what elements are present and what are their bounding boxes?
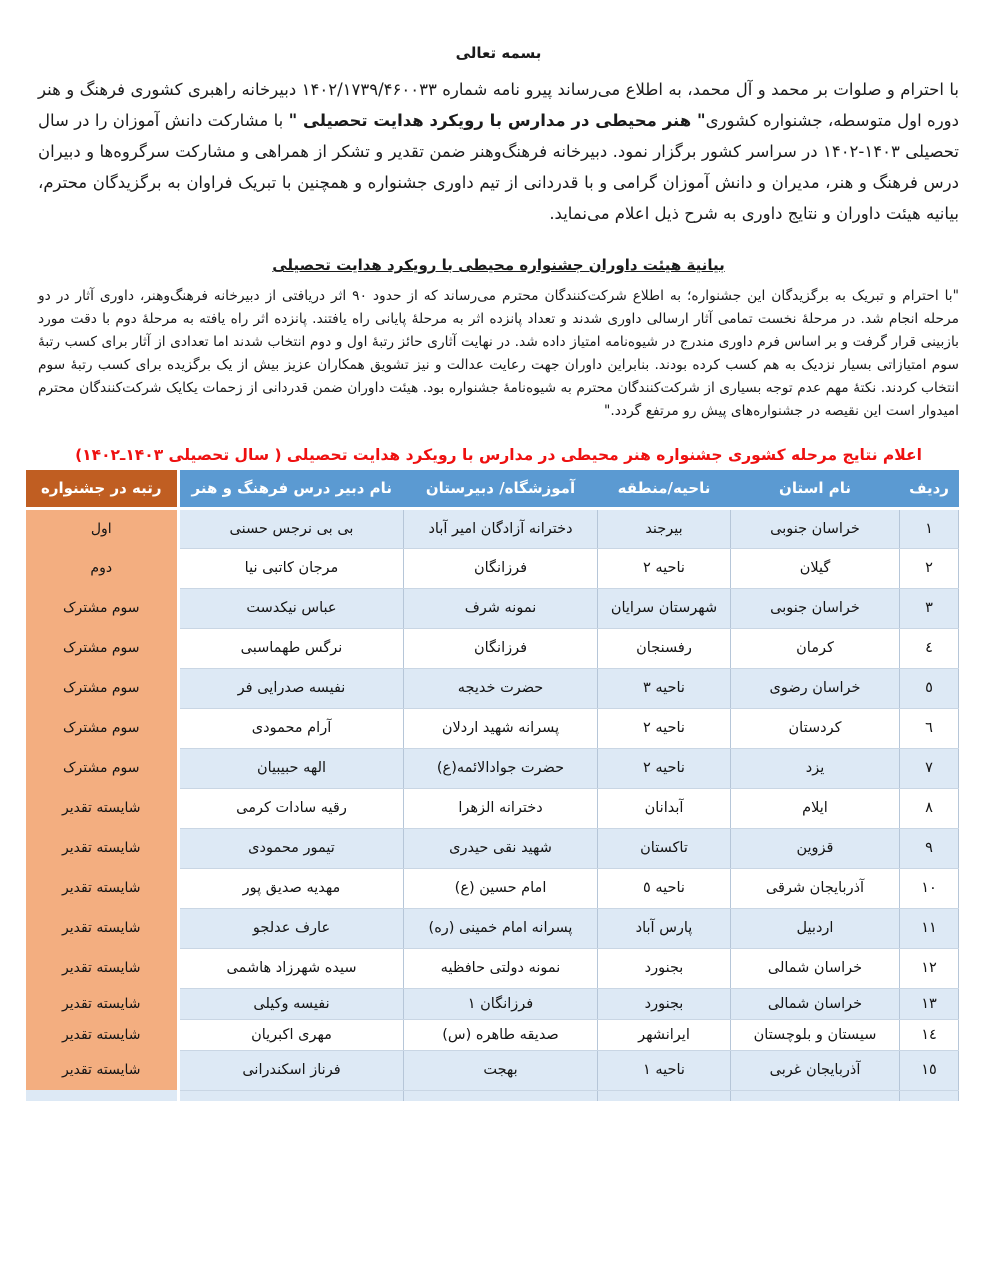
rank-cell: شایسته تقدیر: [26, 908, 179, 948]
province-cell: خراسان رضوی: [731, 668, 900, 708]
province-cell: سیستان و بلوچستان: [731, 1019, 900, 1050]
province-cell: خراسان شمالی: [731, 948, 900, 988]
province-cell: قزوین: [731, 828, 900, 868]
school-cell: دخترانه آزادگان امیر آباد: [404, 508, 598, 548]
intro-text-pre: با احترام و صلوات بر محمد و آل محمد، به اطلاع می‌رساند پیرو نامه شماره ۱۴۰۲/۱۷۳۹/۴۶۰۰۳۳ دبیرخانه راهبری کشوری فرهنگ و هنر دوره اول متوسطه، جشنواره کشوری: [38, 80, 959, 130]
row-number-cell: ٤: [900, 628, 959, 668]
table-row: [26, 948, 959, 988]
district-cell: بجنورد: [598, 948, 731, 988]
results-table-header: [26, 470, 959, 508]
row-number-cell: ١٢: [900, 948, 959, 988]
table-row: [26, 988, 959, 1019]
row-number-cell: ٥: [900, 668, 959, 708]
row-number-cell: ٢: [900, 548, 959, 588]
province-cell: کرمان: [731, 628, 900, 668]
strip-cell: [900, 1090, 959, 1101]
teacher-cell: فرناز اسکندرانی: [179, 1050, 404, 1090]
school-cell: فرزانگان: [404, 628, 598, 668]
header-row-number: ردیف: [900, 470, 959, 508]
table-row: [26, 508, 959, 548]
row-number-cell: ١٥: [900, 1050, 959, 1090]
row-number-cell: ١٣: [900, 988, 959, 1019]
district-cell: بجنورد: [598, 988, 731, 1019]
district-cell: ناحیه ١: [598, 1050, 731, 1090]
teacher-cell: بی بی نرجس حسنی: [179, 508, 404, 548]
teacher-cell: عارف عدلجو: [179, 908, 404, 948]
district-cell: تاکستان: [598, 828, 731, 868]
header-district: ناحیه/منطقه: [598, 470, 731, 508]
school-cell: دخترانه الزهرا: [404, 788, 598, 828]
district-cell: ایرانشهر: [598, 1019, 731, 1050]
header-teacher: نام دبیر درس فرهنگ و هنر: [179, 470, 404, 508]
table-row: [26, 868, 959, 908]
district-cell: پارس آباد: [598, 908, 731, 948]
rank-cell: سوم مشترک: [26, 588, 179, 628]
besmele-heading: بسمه تعالی: [455, 44, 542, 62]
row-number-cell: ١٤: [900, 1019, 959, 1050]
table-row: [26, 668, 959, 708]
strip-cell: [26, 1090, 179, 1101]
jury-statement-heading: بیانیة هیئت داوران جشنواره محیطی با رویکرد هدایت تحصیلی: [272, 256, 725, 274]
teacher-cell: رقیه سادات کرمی: [179, 788, 404, 828]
school-cell: صدیقه طاهره (س): [404, 1019, 598, 1050]
school-cell: نمونه شرف: [404, 588, 598, 628]
table-row: [26, 1019, 959, 1050]
teacher-cell: نرگس طهماسبی: [179, 628, 404, 668]
rank-cell: شایسته تقدیر: [26, 1050, 179, 1090]
festival-name-bold: " هنر محیطی در مدارس با رویکرد هدایت تحصیلی ": [288, 111, 706, 130]
district-cell: شهرستان سرایان: [598, 588, 731, 628]
province-cell: کردستان: [731, 708, 900, 748]
header-rank: رتبه در جشنواره: [26, 470, 179, 508]
province-cell: آذربایجان غربی: [731, 1050, 900, 1090]
table-bottom-strip: [26, 1090, 959, 1101]
rank-cell: دوم: [26, 548, 179, 588]
rank-cell: شایسته تقدیر: [26, 988, 179, 1019]
rank-cell: اول: [26, 508, 179, 548]
district-cell: ناحیه ٥: [598, 868, 731, 908]
table-row: [26, 548, 959, 588]
province-cell: آذربایجان شرقی: [731, 868, 900, 908]
intro-paragraph: [38, 74, 959, 229]
intro-text-post: با مشارکت دانش آموزان را در سال تحصیلی ۱۴۰۳-۱۴۰۲ در سراسر کشور برگزار نمود. دبیرخانه فرهنگ‌وهنر ضمن تقدیر و تشکر از همراهی و مشارکت سرگروه‌ها و دبیران درس فرهنگ و هنر، مدیران و دانش آموزان گرامی و با قدردانی از تیم داوری جشنواره و همچنین با تبریک فراوان به برگزیدگان محترم، بیانیه هیئت داوران و نتایج داوری به شرح ذیل اعلام می‌نماید.: [38, 111, 960, 223]
school-cell: بهجت: [404, 1050, 598, 1090]
teacher-cell: الهه حبیبیان: [179, 748, 404, 788]
jury-statement-paragraph: "با احترام و تبریک به برگزیدگان این جشنواره؛ به اطلاع شرکت‌کنندگان محترم می‌رساند که از حدود ۹۰ اثر دریافتی از دبیرخانه فرهنگ‌وهنر، داوری آثار در دو مرحله انجام شد. در مرحلۀ نخست تمامی آثار ارسالی داوری شدند و تعداد پانزده اثر به مرحلۀ پایانی راه یافتند. پانزده اثر راه یافته به مرحلۀ دوم با دقت مورد بازبینی قرار گرفت و بر اساس فرم داوری مندرج در شیوه‌نامه امتیاز داده شد. در نهایت آثاری حائز رتبۀ اول و دوم انتخاب شدند اما تعدادی از آثار برای کسب رتبۀ سوم امتیازاتی بسیار نزدیک به هم کسب کرده بودند. بنابراین داوران جهت رعایت عدالت و نیز تشویق همکاران عزیز بیش از یک برگزیده برای کسب رتبۀ سوم انتخاب کردند. نکتۀ مهم عدم توجه بسیاری از شرکت‌کنندگان محترم به شیوه‌نامۀ جشنواره بود. هیئت داوران ضمن قدردانی از زحمات یکایک شرکت‌کنندگان محترم امیدوار است این نقیصه در جشنواره‌های پیش رو مرتفع گردد.": [38, 288, 959, 419]
row-number-cell: ٩: [900, 828, 959, 868]
table-row: [26, 708, 959, 748]
results-table-body: [26, 508, 959, 1101]
school-cell: نمونه دولتی حافظیه: [404, 948, 598, 988]
province-cell: خراسان جنوبی: [731, 588, 900, 628]
header-province: نام استان: [731, 470, 900, 508]
row-number-cell: ١: [900, 508, 959, 548]
province-cell: یزد: [731, 748, 900, 788]
school-cell: پسرانه شهید اردلان: [404, 708, 598, 748]
table-row: [26, 908, 959, 948]
table-row: [26, 748, 959, 788]
district-cell: ناحیه ٢: [598, 548, 731, 588]
table-row: [26, 1050, 959, 1090]
rank-cell: شایسته تقدیر: [26, 948, 179, 988]
strip-cell: [179, 1090, 404, 1101]
school-cell: شهید نقی حیدری: [404, 828, 598, 868]
province-cell: ایلام: [731, 788, 900, 828]
teacher-cell: مهری اکبریان: [179, 1019, 404, 1050]
strip-cell: [598, 1090, 731, 1101]
district-cell: بیرجند: [598, 508, 731, 548]
row-number-cell: ١٠: [900, 868, 959, 908]
teacher-cell: مهدیه صدیق پور: [179, 868, 404, 908]
teacher-cell: عباس نیکدست: [179, 588, 404, 628]
teacher-cell: مرجان کاتبی نیا: [179, 548, 404, 588]
school-cell: فرزانگان ١: [404, 988, 598, 1019]
strip-cell: [404, 1090, 598, 1101]
district-cell: ناحیه ٢: [598, 708, 731, 748]
teacher-cell: نفیسه صدرایی فر: [179, 668, 404, 708]
row-number-cell: ١١: [900, 908, 959, 948]
rank-cell: سوم مشترک: [26, 748, 179, 788]
province-cell: اردبیل: [731, 908, 900, 948]
results-title: اعلام نتایج مرحله کشوری جشنواره هنر محیطی در مدارس با رویکرد هدایت تحصیلی ( سال تحصیلی ۱۴۰۳ـ۱۴۰۲): [75, 446, 922, 464]
school-cell: پسرانه امام خمینی (ره): [404, 908, 598, 948]
rank-cell: سوم مشترک: [26, 708, 179, 748]
row-number-cell: ٨: [900, 788, 959, 828]
teacher-cell: تیمور محمودی: [179, 828, 404, 868]
strip-cell: [731, 1090, 900, 1101]
district-cell: آبدانان: [598, 788, 731, 828]
school-cell: حضرت خدیجه: [404, 668, 598, 708]
table-row: [26, 828, 959, 868]
province-cell: گیلان: [731, 548, 900, 588]
row-number-cell: ٣: [900, 588, 959, 628]
school-cell: حضرت جوادالائمه(ع): [404, 748, 598, 788]
teacher-cell: آرام محمودی: [179, 708, 404, 748]
results-table: [26, 470, 960, 1101]
table-row: [26, 588, 959, 628]
teacher-cell: نفیسه وکیلی: [179, 988, 404, 1019]
school-cell: فرزانگان: [404, 548, 598, 588]
rank-cell: شایسته تقدیر: [26, 1019, 179, 1050]
district-cell: ناحیه ٣: [598, 668, 731, 708]
school-cell: امام حسین (ع): [404, 868, 598, 908]
teacher-cell: سیده شهرزاد هاشمی: [179, 948, 404, 988]
rank-cell: سوم مشترک: [26, 628, 179, 668]
district-cell: رفسنجان: [598, 628, 731, 668]
row-number-cell: ٦: [900, 708, 959, 748]
table-row: [26, 628, 959, 668]
row-number-cell: ٧: [900, 748, 959, 788]
rank-cell: شایسته تقدیر: [26, 868, 179, 908]
table-row: [26, 788, 959, 828]
province-cell: خراسان جنوبی: [731, 508, 900, 548]
header-row: [26, 470, 959, 508]
rank-cell: سوم مشترک: [26, 668, 179, 708]
header-school: آموزشگاه/ دبیرستان: [404, 470, 598, 508]
rank-cell: شایسته تقدیر: [26, 788, 179, 828]
rank-cell: شایسته تقدیر: [26, 828, 179, 868]
province-cell: خراسان شمالی: [731, 988, 900, 1019]
district-cell: ناحیه ٢: [598, 748, 731, 788]
